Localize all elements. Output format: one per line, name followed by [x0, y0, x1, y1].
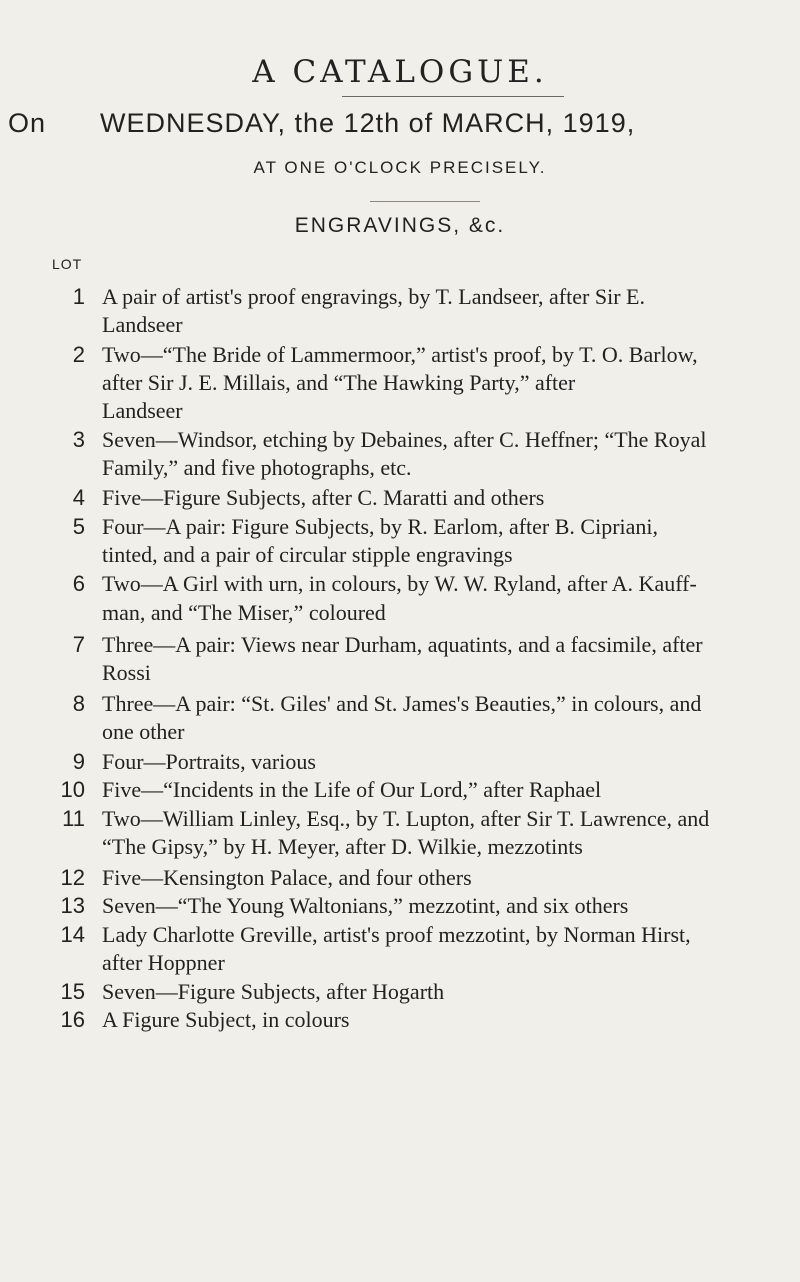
catalogue-title: A CATALOGUE.: [252, 54, 548, 90]
lot-number: 7: [72, 632, 85, 657]
lot-description: Five—Kensington Palace, and four others: [102, 865, 472, 890]
on-word: On: [8, 108, 47, 138]
lot-description: Three—A pair: “St. Giles' and St. James's Beauties,” in colours, and one other: [102, 691, 702, 744]
lot-description: Five—Figure Subjects, after C. Maratti and others: [102, 485, 545, 510]
lot-description: Two—William Linley, Esq., by T. Lupton, after Sir T. Lawrence, and “The Gipsy,” by H. Meyer, after D. Wilkie, mezzotints: [102, 806, 710, 859]
lot-number: 11: [62, 806, 85, 831]
lot-number: 1: [72, 284, 85, 309]
lot-description: Two—A Girl with urn, in colours, by W. W. Ryland, after A. Kauff- man, and “The Miser,” coloured: [102, 571, 697, 625]
lot-number: 6: [72, 571, 85, 596]
lot-description: A Figure Subject, in colours: [102, 1007, 350, 1032]
lot-description: Five—“Incidents in the Life of Our Lord,” after Raphael: [102, 777, 602, 802]
lot-description: Seven—“The Young Waltonians,” mezzotint, and six others: [102, 893, 629, 918]
lot-number: 12: [60, 865, 85, 890]
sale-time: AT ONE O'CLOCK PRECISELY.: [253, 158, 547, 177]
lot-column-label: LOT: [52, 256, 83, 272]
lot-number: 2: [72, 342, 85, 367]
lot-description: Four—Portraits, various: [102, 749, 316, 774]
lot-description: Lady Charlotte Greville, artist's proof mezzotint, by Norman Hirst, after Hoppner: [102, 922, 691, 975]
lot-description: Four—A pair: Figure Subjects, by R. Earlom, after B. Cipriani, tinted, and a pair of circular stipple engravings: [102, 514, 659, 567]
lot-number: 4: [72, 485, 85, 510]
lot-description: Seven—Figure Subjects, after Hogarth: [102, 979, 445, 1004]
lot-number: 10: [60, 777, 85, 802]
lot-number: 3: [72, 427, 85, 452]
lot-number: 16: [60, 1007, 85, 1032]
lot-number: 14: [60, 922, 85, 947]
lot-number: 8: [72, 691, 85, 716]
lot-number: 13: [60, 893, 85, 918]
sale-date: WEDNESDAY, the 12th of MARCH, 1919,: [100, 108, 636, 138]
lot-number: 15: [60, 979, 85, 1004]
section-heading: ENGRAVINGS, &c.: [294, 214, 506, 237]
time-rule: [370, 201, 480, 202]
lot-description: Two—“The Bride of Lammermoor,” artist's proof, by T. O. Barlow, after Sir J. E. Millais, and “The Hawking Party,” after Landseer: [102, 342, 698, 423]
lot-number: 5: [72, 514, 85, 539]
lot-number: 9: [72, 749, 85, 774]
lot-description: Three—A pair: Views near Durham, aquatints, and a facsimile, after Rossi: [102, 632, 703, 685]
lot-description: Seven—Windsor, etching by Debaines, after C. Heffner; “The Royal Family,” and five photographs, etc.: [102, 427, 707, 480]
lot-description: A pair of artist's proof engravings, by T. Landseer, after Sir E. Landseer: [102, 284, 645, 337]
title-rule: [342, 96, 564, 97]
